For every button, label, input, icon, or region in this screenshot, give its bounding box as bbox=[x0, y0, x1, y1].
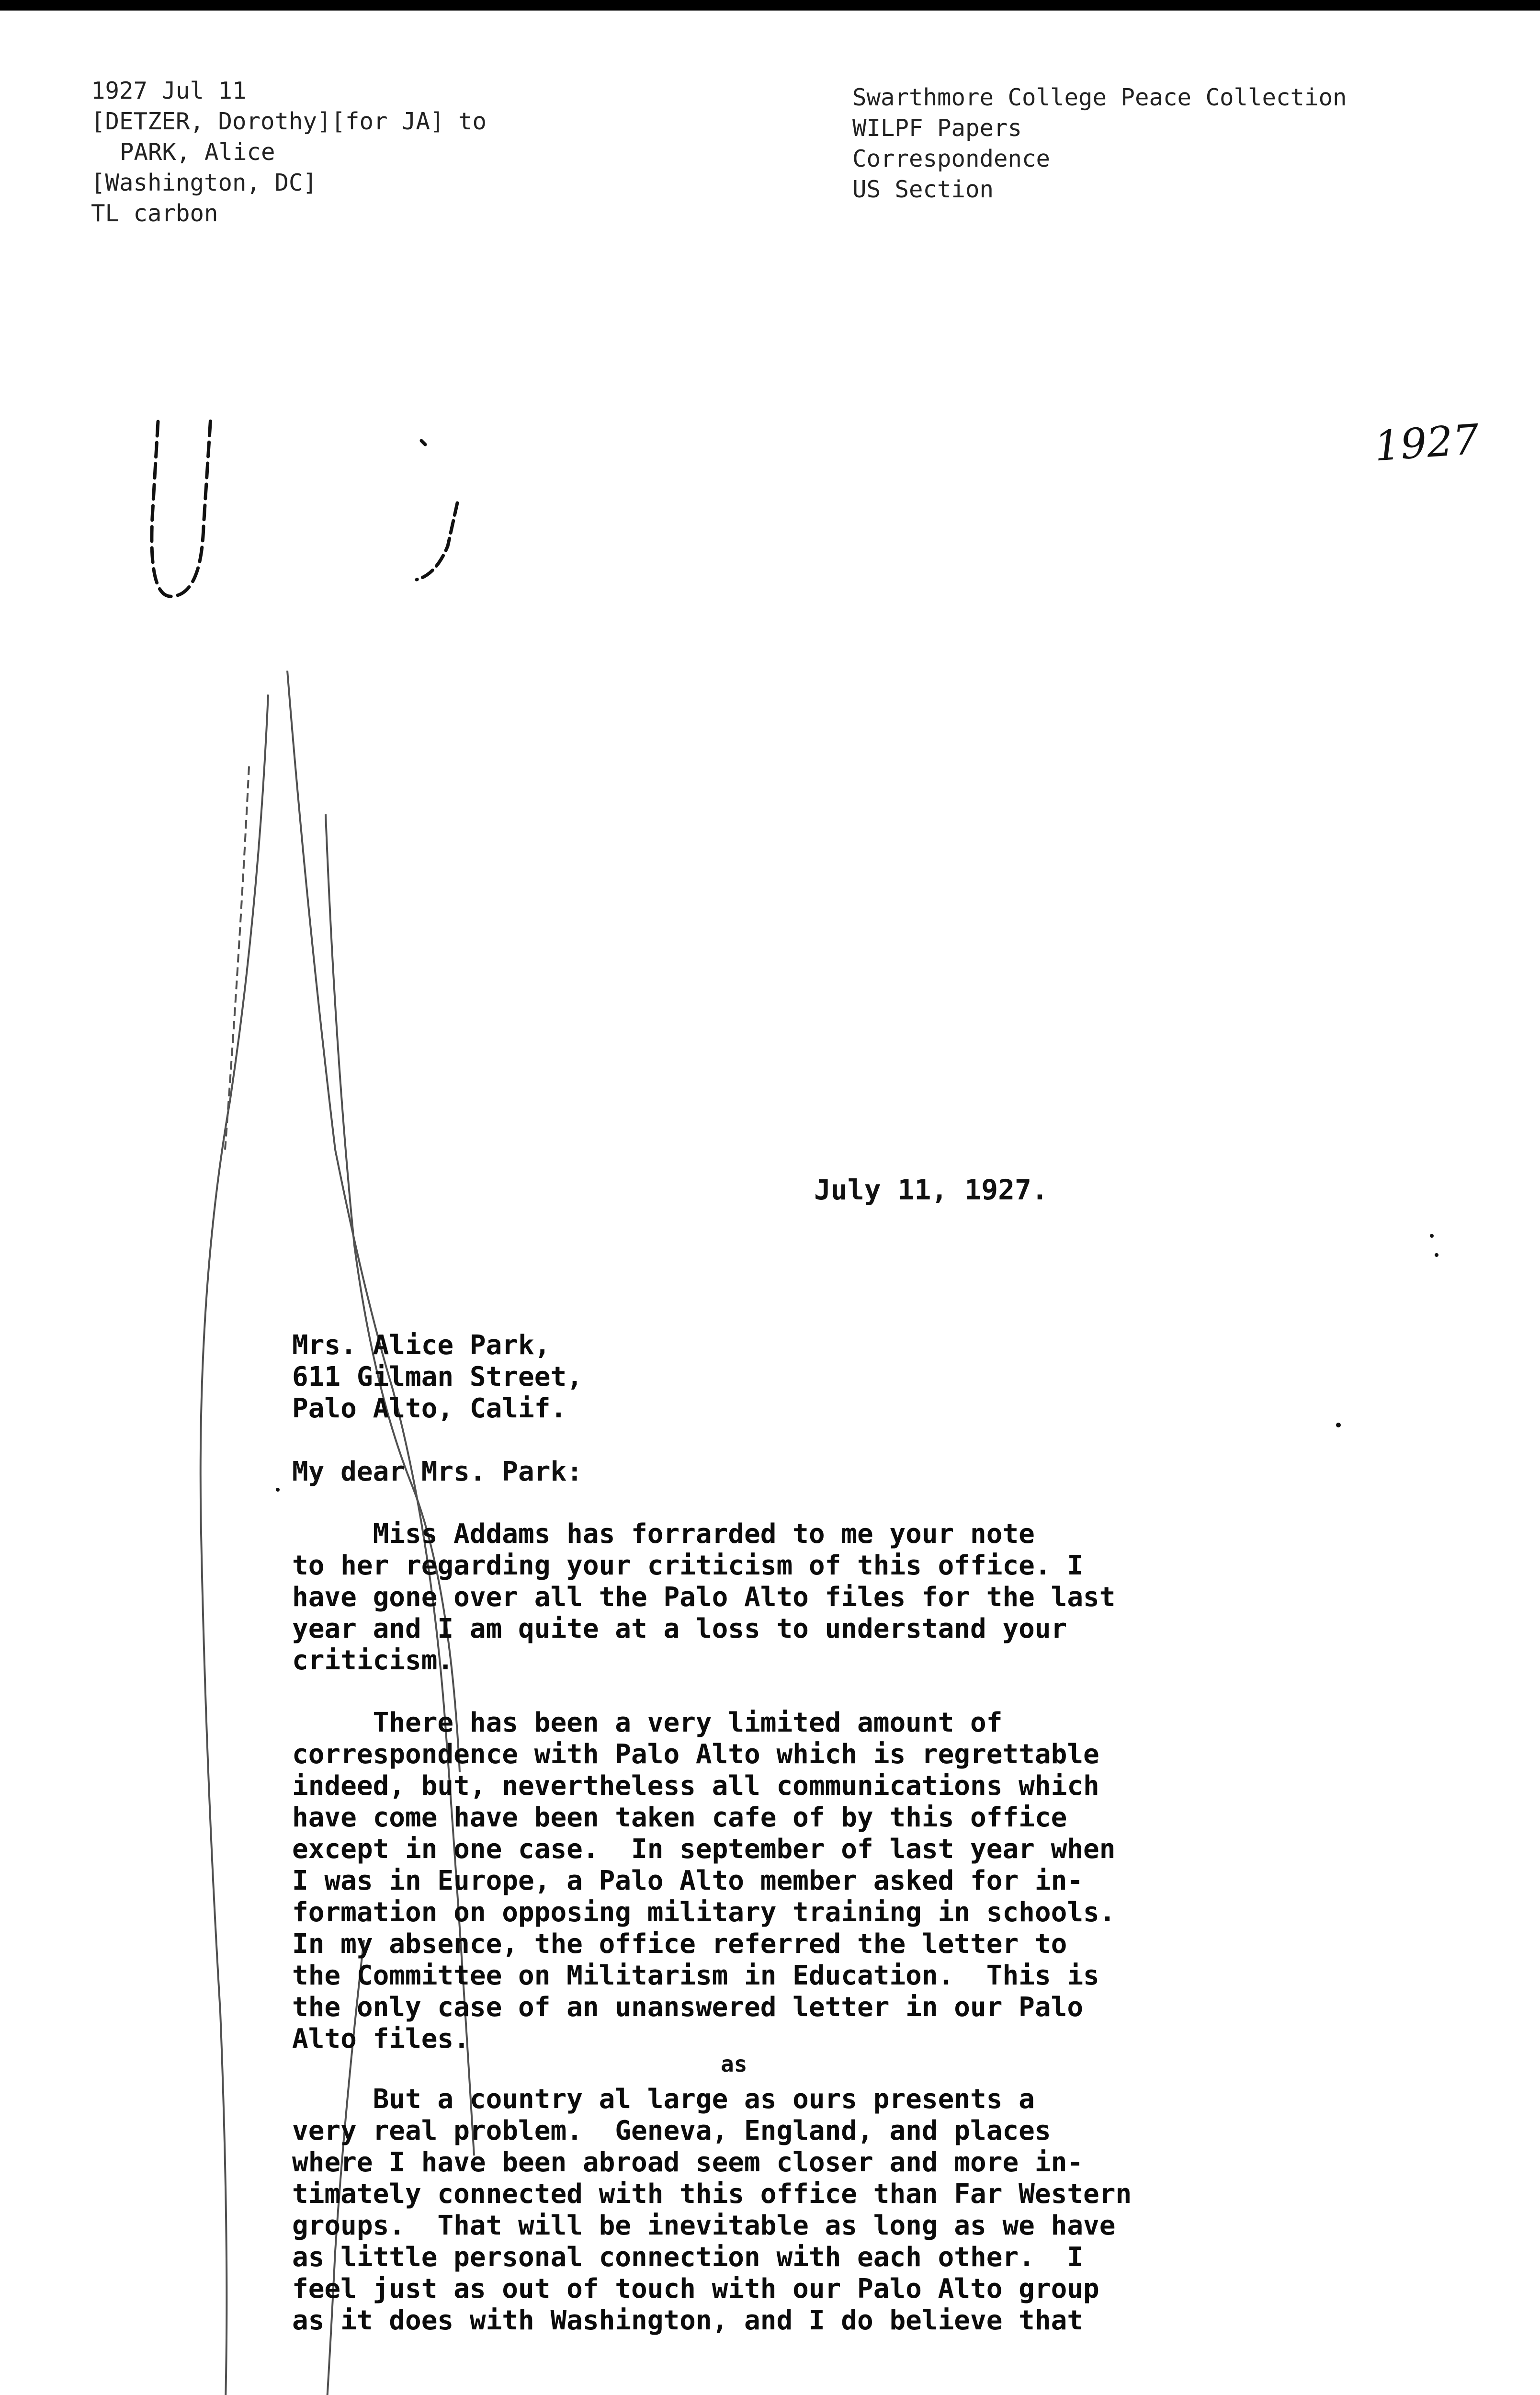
body-line: very real problem. Geneva, England, and places bbox=[292, 2115, 1051, 2146]
body-line: feel just as out of touch with our Palo Alto group bbox=[292, 2273, 1099, 2304]
paragraph-2 bbox=[292, 1707, 1115, 2055]
body-line: have gone over all the Palo Alto files for the last bbox=[292, 1582, 1116, 1613]
collection-name: Swarthmore College Peace Collection bbox=[852, 84, 1347, 111]
salutation: My dear Mrs. Park: bbox=[292, 1456, 583, 1487]
catalog-place: [Washington, DC] bbox=[91, 169, 317, 196]
body-line: But a country al large as ours presents a bbox=[292, 2084, 1035, 2115]
section-name: US Section bbox=[852, 176, 994, 203]
papers-name: WILPF Papers bbox=[852, 114, 1022, 142]
body-line: Alto files. bbox=[292, 2023, 470, 2054]
body-line: indeed, but, nevertheless all communications which bbox=[292, 1770, 1099, 1802]
catalog-date: 1927 Jul 11 bbox=[91, 77, 247, 104]
body-line: to her regarding your criticism of this office. I bbox=[292, 1550, 1084, 1581]
body-line: formation on opposing military training in schools. bbox=[292, 1897, 1116, 1928]
body-line: correspondence with Palo Alto which is regrettable bbox=[292, 1739, 1099, 1770]
body-line: have come have been taken cafe of by this office bbox=[292, 1802, 1067, 1833]
series-name: Correspondence bbox=[852, 145, 1051, 172]
paragraph-3 bbox=[292, 2084, 1132, 2337]
body-line: the Committee on Militarism in Education. This is bbox=[292, 1960, 1099, 1991]
handwritten-insertion: as bbox=[721, 2051, 747, 2077]
body-line: year and I am quite at a loss to understand your bbox=[292, 1613, 1067, 1644]
body-line: There has been a very limited amount of bbox=[292, 1707, 1003, 1738]
catalog-format: TL carbon bbox=[91, 200, 218, 227]
body-line: Miss Addams has forrarded to me your note bbox=[292, 1518, 1035, 1550]
address-line: Mrs. Alice Park, bbox=[292, 1330, 551, 1361]
paperclip-mark-icon bbox=[152, 417, 457, 596]
body-line: groups. That will be inevitable as long as we have bbox=[292, 2210, 1116, 2241]
address-line: Palo Alto, Calif. bbox=[292, 1393, 567, 1424]
body-line: timately connected with this office than Far Western bbox=[292, 2178, 1132, 2210]
catalog-recipient: PARK, Alice bbox=[120, 138, 275, 166]
body-line: as little personal connection with each other. I bbox=[292, 2242, 1084, 2273]
body-line: as it does with Washington, and I do believe that bbox=[292, 2305, 1084, 2336]
catalog-author: [DETZER, Dorothy][for JA] to bbox=[91, 108, 487, 135]
body-line: I was in Europe, a Palo Alto member asked for in- bbox=[292, 1865, 1084, 1896]
handwritten-year-note: 1927 bbox=[1372, 415, 1481, 471]
body-line: except in one case. In september of last year when bbox=[292, 1834, 1116, 1865]
body-line: criticism. bbox=[292, 1645, 454, 1676]
body-line: where I have been abroad seem closer and more in- bbox=[292, 2147, 1084, 2178]
letter-date: July 11, 1927. bbox=[814, 1174, 1048, 1206]
body-line: the only case of an unanswered letter in our Palo bbox=[292, 1992, 1084, 2023]
body-line: In my absence, the office referred the letter to bbox=[292, 1928, 1067, 1960]
address-line: 611 Gilman Street, bbox=[292, 1361, 583, 1392]
recipient-address bbox=[292, 1330, 583, 1425]
paragraph-1 bbox=[292, 1518, 1115, 1676]
